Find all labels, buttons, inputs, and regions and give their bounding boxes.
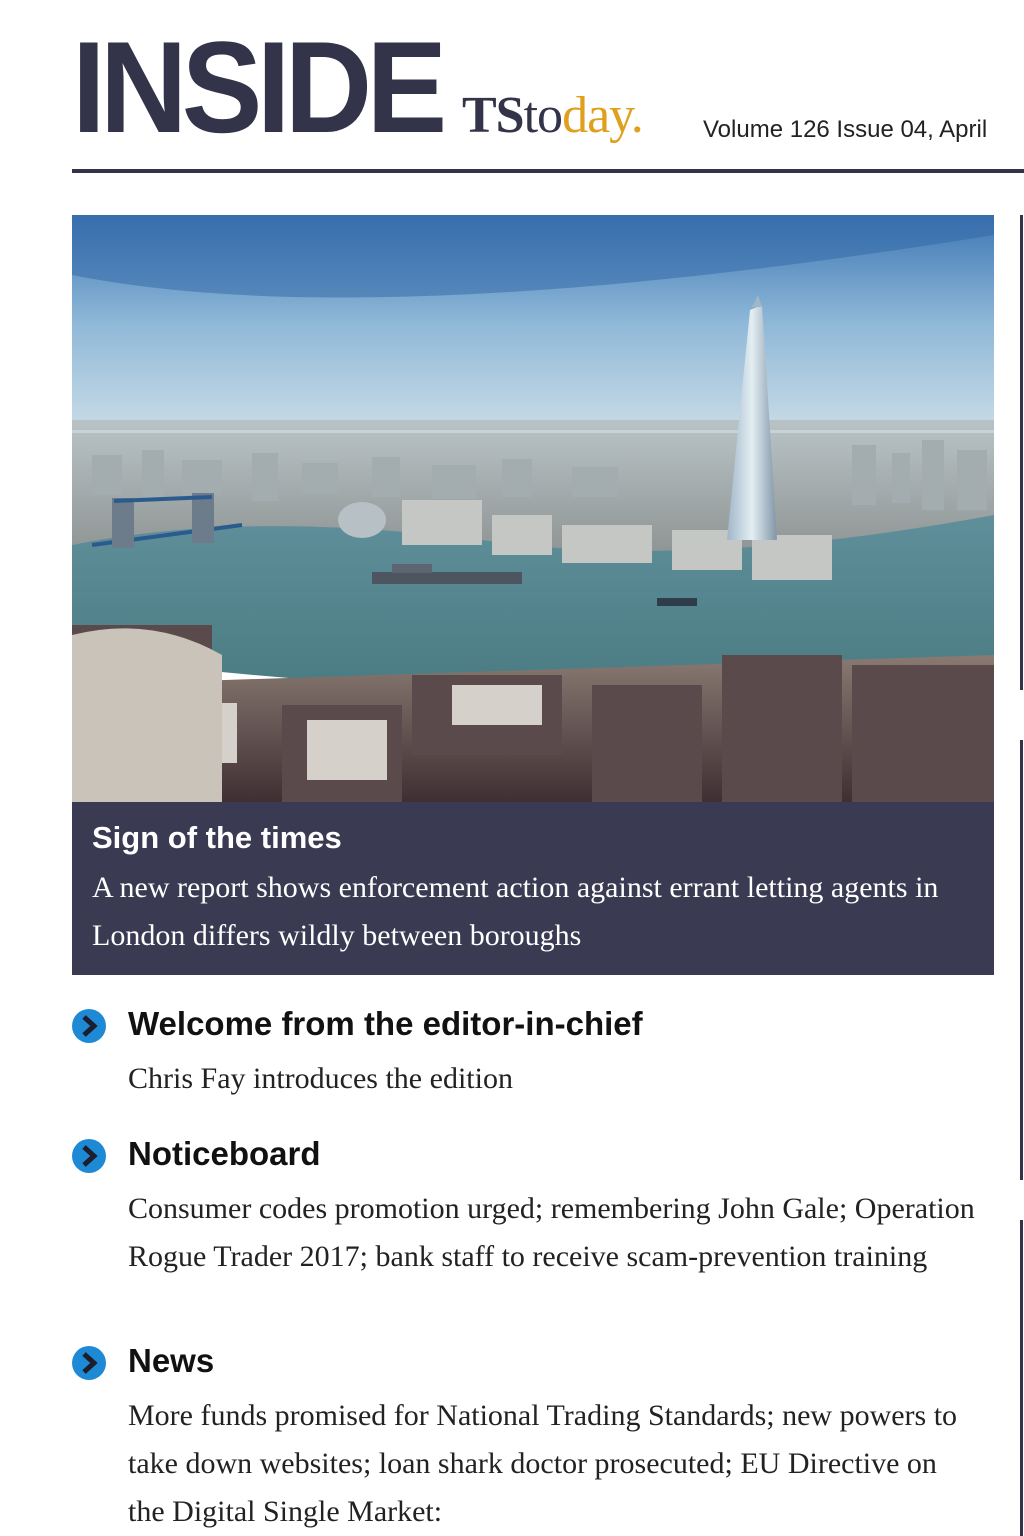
featured-story[interactable] bbox=[72, 215, 994, 975]
entry-text: More funds promised for National Trading Standards; new powers to take down websites; loan shark doctor prosecuted; EU Directive on the Digital Single Market: bbox=[128, 1399, 958, 1528]
hero-caption-text: A new report shows enforcement action against errant letting agents in London differs wildly between boroughs bbox=[92, 871, 939, 952]
entry-title[interactable]: Noticeboard bbox=[128, 1135, 321, 1172]
hero-image bbox=[72, 215, 994, 802]
chevron-right-icon bbox=[72, 1009, 106, 1043]
entry-text: Chris Fay introduces the edition bbox=[128, 1062, 513, 1095]
chevron-right-icon bbox=[72, 1346, 106, 1380]
masthead bbox=[0, 0, 1024, 175]
brand-to: to bbox=[523, 87, 563, 144]
chevron-right-icon bbox=[72, 1139, 106, 1173]
column-divider-3 bbox=[1020, 1220, 1023, 1536]
brand-logo[interactable] bbox=[462, 87, 643, 144]
entry-title[interactable]: Welcome from the editor-in-chief bbox=[128, 1005, 643, 1042]
masthead-divider bbox=[72, 169, 1024, 173]
brand-day: day. bbox=[562, 87, 643, 144]
column-divider-2 bbox=[1020, 740, 1023, 1180]
hero-caption bbox=[72, 802, 994, 975]
entry-text: Consumer codes promotion urged; remembering John Gale; Operation Rogue Trader 2017; bank staff to receive scam-prevention training bbox=[128, 1192, 975, 1273]
column-divider-1 bbox=[1020, 215, 1023, 690]
hero-caption-title[interactable]: Sign of the times bbox=[92, 820, 342, 855]
entry-title[interactable]: News bbox=[128, 1342, 215, 1379]
issue-info: Volume 126 Issue 04, April bbox=[703, 116, 988, 143]
masthead-title: INSIDE bbox=[72, 14, 442, 160]
london-skyline-illustration bbox=[72, 215, 994, 802]
brand-ts: TS bbox=[462, 87, 524, 144]
